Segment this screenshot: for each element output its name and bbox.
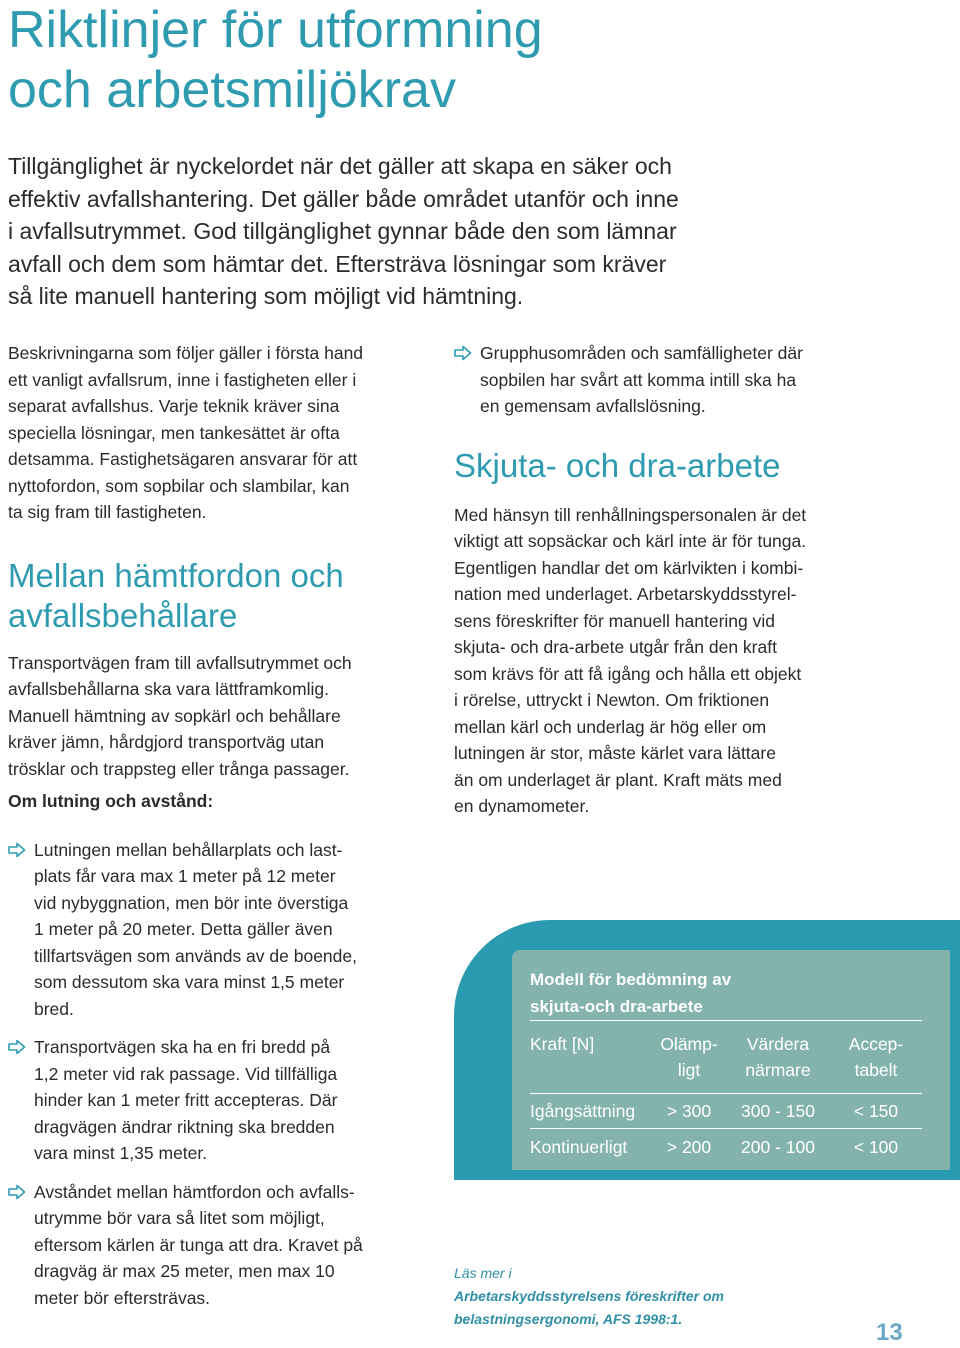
table-row [530, 1129, 922, 1166]
table-row [530, 1094, 922, 1129]
left-column [8, 340, 428, 1311]
bullet-line: Transportvägen ska ha en fri bredd på [34, 1037, 331, 1057]
bullet-item [8, 1179, 428, 1312]
bullet-line: Lutningen mellan behållarplats och last- [34, 839, 343, 860]
paragraph-line: viktigt att sopsäckar och kärl inte är för tunga. [454, 531, 807, 551]
intro-line: i avfallsutrymmet. God tillgänglighet gynnar både den som lämnar [8, 218, 677, 244]
header-line: Olämp- [660, 1034, 718, 1054]
note-reference: belastningsergonomi, AFS 1998:1. [454, 1311, 683, 1327]
table-cell: Igångsättning [530, 1094, 652, 1129]
bullet-line: tillfartsvägen som används av de boende, [34, 945, 357, 966]
model-panel-title [530, 966, 731, 1020]
table-cell: 300 - 150 [726, 1094, 830, 1129]
intro-line: så lite manuell hantering som möjligt vid hämtning. [8, 283, 524, 309]
page-title-line: och arbetsmiljökrav [8, 61, 456, 119]
paragraph-line: Transportvägen fram till avfallsutrymmet och [8, 652, 352, 673]
table-cell: 200 - 100 [726, 1129, 830, 1166]
paragraph-line: Egentligen handlar det om kärlvikten i kombi- [454, 557, 804, 578]
arrow-icon [454, 345, 472, 361]
note-reference: Arbetarskyddsstyrelsens föreskrifter om [454, 1288, 725, 1304]
further-reading-note [454, 1262, 874, 1331]
heading-line: avfallsbehållare [8, 596, 238, 634]
bullet-line: dragväg är max 25 meter, men max 10 [34, 1261, 335, 1281]
paragraph-line: lutningen är stor, måste kärlet vara lättare [454, 743, 776, 763]
heading-line: Mellan hämtfordon och [8, 556, 344, 594]
bullet-line: utrymme bör vara så litet som möjligt, [34, 1208, 325, 1228]
bullet-line: vid nybyggnation, men bör inte överstiga [34, 892, 349, 913]
table-cell: > 200 [652, 1129, 726, 1166]
paragraph-line: detsamma. Fastighetsägaren ansvarar för att [8, 449, 358, 469]
bullet-line: en gemensam avfallslösning. [480, 396, 706, 416]
bullet-line: eftersom kärlen är tunga att dra. Kravet på [34, 1234, 363, 1255]
paragraph-line: ett vanligt avfallsrum, inne i fastigheten eller i [8, 369, 357, 390]
page-title [8, 0, 543, 120]
table-header-cell [726, 1021, 830, 1094]
paragraph-line: en dynamometer. [454, 796, 590, 816]
right-column [454, 340, 924, 820]
section-heading-push-pull [454, 446, 924, 486]
paragraph-line: sens föreskrifter för manuell hantering vid [454, 610, 775, 631]
arrow-icon [8, 1184, 26, 1200]
paragraph-line: nation med underlaget. Arbetarskyddsstyrel- [454, 584, 797, 604]
paragraph-line: mellan kärl och underlag är hög eller om [454, 716, 767, 737]
section-heading-vehicle-container [8, 556, 428, 636]
bullet-item [8, 1034, 428, 1167]
header-line: Värdera [746, 1034, 810, 1054]
paragraph-line: som krävs för att få igång och hålla ett objekt [454, 663, 802, 684]
header-line: Accep- [848, 1034, 904, 1054]
bullet-line: meter bör eftersträvas. [34, 1287, 211, 1308]
note-line [454, 1262, 874, 1308]
arrow-icon [8, 842, 26, 858]
intro-paragraph [8, 150, 768, 313]
scope-paragraph [8, 340, 428, 526]
slope-distance-label: Om lutning och avstånd: [8, 791, 214, 811]
note-prefix: Läs mer i [454, 1265, 512, 1281]
header-line: ligt [677, 1060, 701, 1080]
panel-title-line: skjuta-och dra-arbete [530, 997, 703, 1016]
bullet-line: Avståndet mellan hämtfordon och avfalls- [34, 1181, 355, 1202]
paragraph-line: Med hänsyn till renhållningspersonalen är det [454, 504, 807, 525]
paragraph-line: nyttofordon, som sopbilar och slambilar, kan [8, 475, 350, 496]
paragraph-line: kräver jämn, hårdgjord transportväg utan [8, 732, 325, 752]
bullet-item [8, 837, 428, 1023]
force-assessment-table [530, 1020, 922, 1165]
header-line: närmare [745, 1060, 811, 1080]
paragraph-line: Beskrivningarna som följer gäller i första hand [8, 343, 364, 363]
table-header-cell [652, 1021, 726, 1094]
table-cell: > 300 [652, 1094, 726, 1129]
header-line: Kraft [N] [530, 1034, 595, 1054]
table-header-cell [830, 1021, 922, 1094]
table-cell: Kontinuerligt [530, 1129, 652, 1166]
bullet-line: Grupphusområden och samfälligheter där [480, 343, 803, 363]
bullet-line: vara minst 1,35 meter. [34, 1143, 208, 1163]
bullet-line: hinder kan 1 meter fritt accepteras. Där [34, 1090, 338, 1110]
bullet-line: plats får vara max 1 meter på 12 meter [34, 866, 336, 886]
bullet-item [454, 340, 924, 420]
bullet-line: sopbilen har svårt att komma intill ska ha [480, 369, 797, 390]
bullet-line: 1,2 meter vid rak passage. Vid tillfälliga [34, 1063, 338, 1084]
paragraph-line: skjuta- och dra-arbete utgår från den kraft [454, 637, 777, 657]
intro-line: avfall och dem som hämtar det. Eftersträva lösningar som kräver [8, 250, 667, 277]
push-pull-paragraph [454, 502, 924, 820]
panel-title-line: Modell för bedömning av [530, 970, 732, 989]
intro-line: effektiv avfallshantering. Det gäller både området utanför och inne [8, 185, 679, 212]
intro-line: Tillgänglighet är nyckelordet när det gäller att skapa en säker och [8, 153, 672, 179]
paragraph-line: avfallsbehållarna ska vara lättframkomlig. [8, 679, 329, 699]
bullet-line: bred. [34, 998, 74, 1019]
paragraph-line: ta sig fram till fastigheten. [8, 502, 207, 522]
heading-line: Skjuta- och dra-arbete [454, 446, 781, 484]
table-header-row [530, 1021, 922, 1094]
bullet-line: dragvägen ändrar riktning ska bredden [34, 1116, 335, 1137]
bullet-line: 1 meter på 20 meter. Detta gäller även [34, 919, 333, 939]
paragraph-line: separat avfallshus. Varje teknik kräver sina [8, 396, 340, 416]
table-cell: < 150 [830, 1094, 922, 1129]
table-header-cell [530, 1021, 652, 1094]
page-number: 13 [876, 1319, 903, 1346]
arrow-icon [8, 1039, 26, 1055]
paragraph-line: Manuell hämtning av sopkärl och behållare [8, 705, 341, 726]
paragraph-line: speciella lösningar, men tankesättet är ofta [8, 422, 340, 443]
paragraph-line: i rörelse, uttryckt i Newton. Om friktionen [454, 690, 770, 710]
table-cell: < 100 [830, 1129, 922, 1166]
header-line: tabelt [854, 1060, 898, 1080]
page-title-line: Riktlinjer för utformning [8, 1, 543, 59]
paragraph-line: än om underlaget är plant. Kraft mäts med [454, 769, 782, 790]
paragraph-line: trösklar och trappsteg eller trånga passager. [8, 758, 350, 779]
bullet-line: som dessutom ska vara minst 1,5 meter [34, 972, 345, 992]
transport-paragraph [8, 650, 428, 783]
